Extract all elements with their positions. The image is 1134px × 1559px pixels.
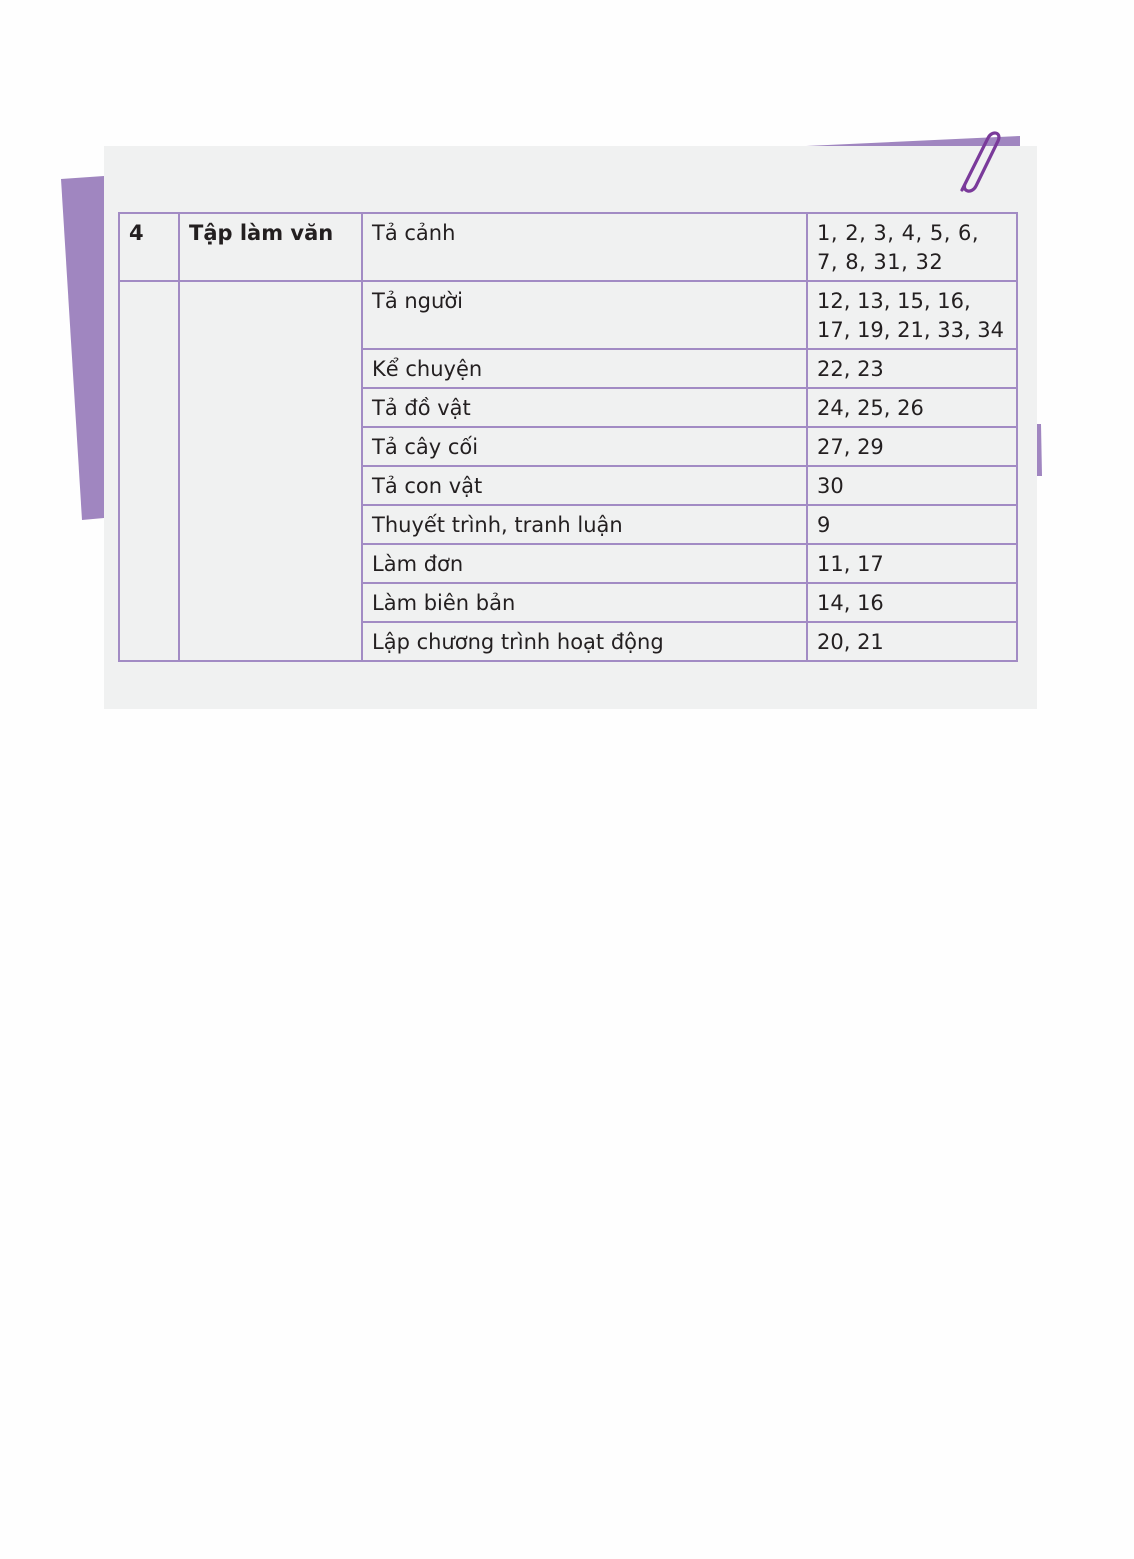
weeks-cell: 11, 17 — [807, 544, 1017, 583]
weeks-cell: 1, 2, 3, 4, 5, 6, 7, 8, 31, 32 — [807, 213, 1017, 281]
syllabus-table — [118, 212, 1018, 662]
table-row — [119, 281, 1017, 349]
weeks-cell: 12, 13, 15, 16, 17, 19, 21, 33, 34 — [807, 281, 1017, 349]
weeks-cell: 20, 21 — [807, 622, 1017, 661]
right-purple-tape — [1037, 424, 1042, 476]
weeks-cell: 24, 25, 26 — [807, 388, 1017, 427]
topic-cell: Tả đồ vật — [362, 388, 807, 427]
weeks-cell: 27, 29 — [807, 427, 1017, 466]
topic-cell: Tả cây cối — [362, 427, 807, 466]
subject-name: Tập làm văn — [179, 213, 362, 281]
topic-cell: Tả người — [362, 281, 807, 349]
topic-cell: Tả con vật — [362, 466, 807, 505]
topic-cell: Làm đơn — [362, 544, 807, 583]
empty-number-cell — [119, 281, 179, 661]
topic-cell: Làm biên bản — [362, 583, 807, 622]
empty-subject-cell — [179, 281, 362, 661]
table-row — [119, 213, 1017, 281]
weeks-cell: 22, 23 — [807, 349, 1017, 388]
topic-cell: Thuyết trình, tranh luận — [362, 505, 807, 544]
topic-cell: Kể chuyện — [362, 349, 807, 388]
paperclip-icon — [948, 124, 1008, 200]
topic-cell: Tả cảnh — [362, 213, 807, 281]
weeks-cell: 9 — [807, 505, 1017, 544]
weeks-cell: 14, 16 — [807, 583, 1017, 622]
topic-cell: Lập chương trình hoạt động — [362, 622, 807, 661]
subject-number: 4 — [119, 213, 179, 281]
left-purple-tape — [61, 176, 104, 520]
weeks-cell: 30 — [807, 466, 1017, 505]
